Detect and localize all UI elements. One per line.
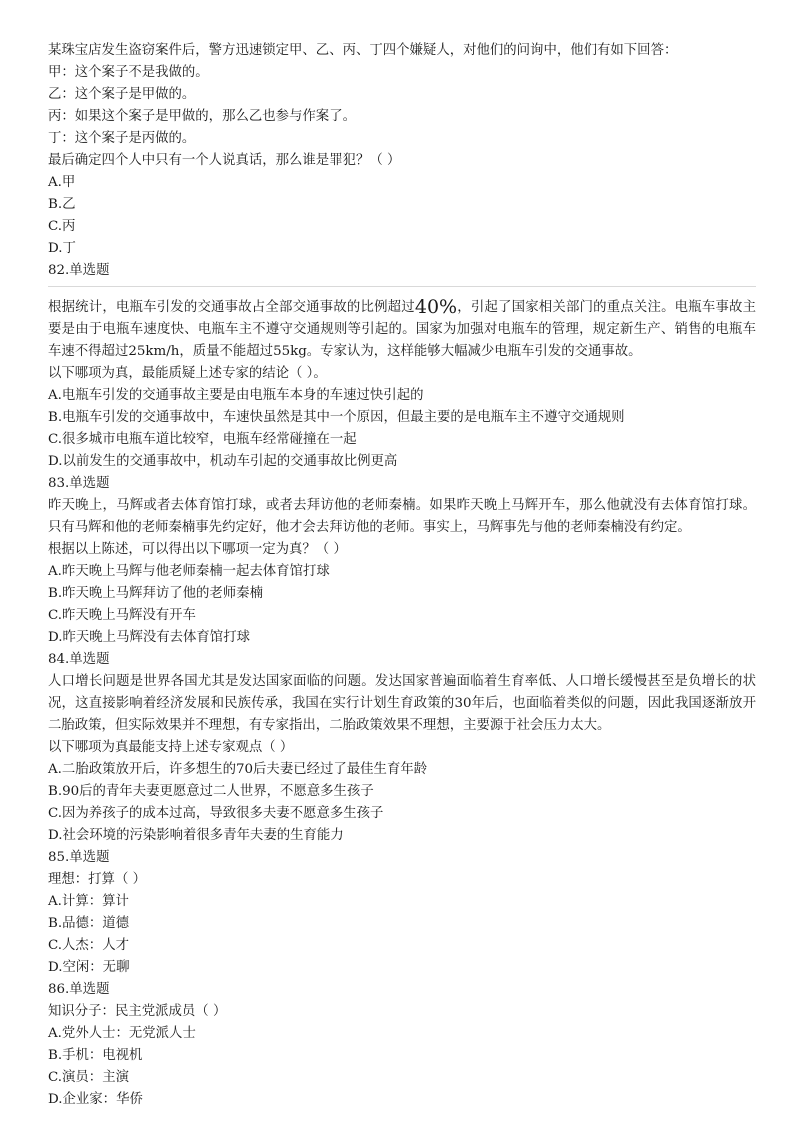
option-a[interactable]: A.甲 xyxy=(48,175,76,190)
stem-percent: 40% xyxy=(414,296,458,318)
option-b[interactable]: B.昨天晚上马辉拜访了他的老师秦楠 xyxy=(48,586,263,601)
statement-bing: 丙：如果这个案子是甲做的，那么乙也参与作案了。 xyxy=(48,109,356,124)
option-b[interactable]: B.乙 xyxy=(48,197,76,212)
question-81 xyxy=(48,40,756,260)
question-document xyxy=(48,40,756,1111)
question-stem xyxy=(48,296,756,363)
question-85 xyxy=(48,847,756,979)
option-c[interactable]: C.丙 xyxy=(48,219,76,234)
statement-yi: 乙：这个案子是甲做的。 xyxy=(48,87,196,102)
question-prompt: 以下哪项为真最能支持上述专家观点（ ） xyxy=(48,740,294,755)
option-d[interactable]: D.以前发生的交通事故中，机动车引起的交通事故比例更高 xyxy=(48,454,398,469)
option-c[interactable]: C.人杰：人才 xyxy=(48,938,129,953)
question-84 xyxy=(48,649,756,847)
option-b[interactable]: B.电瓶车引发的交通事故中，车速快虽然是其中一个原因，但最主要的是电瓶车主不遵守交通规则 xyxy=(48,410,625,425)
option-b[interactable]: B.90后的青年夫妻更愿意过二人世界，不愿意多生孩子 xyxy=(48,784,374,799)
statement-jia: 甲：这个案子不是我做的。 xyxy=(48,65,209,80)
option-a[interactable]: A.计算：算计 xyxy=(48,894,129,909)
question-number: 83.单选题 xyxy=(48,476,110,491)
question-number: 85.单选题 xyxy=(48,850,110,865)
option-b[interactable]: B.手机：电视机 xyxy=(48,1048,143,1063)
question-prompt: 最后确定四个人中只有一个人说真话，那么谁是罪犯？（ ） xyxy=(48,153,401,168)
question-number: 86.单选题 xyxy=(48,982,110,997)
option-a[interactable]: A.二胎政策放开后，许多想生的70后夫妻已经过了最佳生育年龄 xyxy=(48,762,428,777)
question-prompt: 根据以上陈述，可以得出以下哪项一定为真？（ ） xyxy=(48,542,347,557)
question-stem: 人口增长问题是世界各国尤其是发达国家面临的问题。发达国家普遍面临着生育率低、人口增长缓慢甚至是负增长的状况，这直接影响着经济发展和民族传承，我国在实行计划生育政策的30年后，也面临着类似的问题，因此我国逐渐放开二胎政策，但实际效果并不理想，有专家指出，二胎政策效果不理想，主要源于社会压力太大。 xyxy=(48,674,756,733)
option-d[interactable]: D.社会环境的污染影响着很多青年夫妻的生育能力 xyxy=(48,828,344,843)
question-number: 84.单选题 xyxy=(48,652,110,667)
option-b[interactable]: B.品德：道德 xyxy=(48,916,130,931)
divider xyxy=(48,286,756,287)
option-c[interactable]: C.演员：主演 xyxy=(48,1070,129,1085)
option-c[interactable]: C.很多城市电瓶车道比较窄，电瓶车经常碰撞在一起 xyxy=(48,432,357,447)
stem-text-before: 根据统计，电瓶车引发的交通事故占全部交通事故的比例超过 xyxy=(48,300,415,315)
option-c[interactable]: C.因为养孩子的成本过高，导致很多夫妻不愿意多生孩子 xyxy=(48,806,384,821)
question-prompt: 理想：打算（ ） xyxy=(48,872,146,887)
question-stem: 昨天晚上，马辉或者去体育馆打球，或者去拜访他的老师秦楠。如果昨天晚上马辉开车，那么他就没有去体育馆打球。只有马辉和他的老师秦楠事先约定好，他才会去拜访他的老师。事实上，马辉事先与他的老师秦楠没有约定。 xyxy=(48,498,756,535)
option-d[interactable]: D.丁 xyxy=(48,241,76,256)
option-d[interactable]: D.昨天晚上马辉没有去体育馆打球 xyxy=(48,630,250,645)
option-a[interactable]: A.电瓶车引发的交通事故主要是由电瓶车本身的车速过快引起的 xyxy=(48,388,424,403)
question-83 xyxy=(48,473,756,649)
question-stem: 某珠宝店发生盗窃案件后，警方迅速锁定甲、乙、丙、丁四个嫌疑人，对他们的问询中，他们有如下回答： xyxy=(48,43,678,58)
stem-text-after: ，引起了国家相关部门的重点关注。电瓶车事故主要是由于电瓶车速度快、电瓶车主不遵守交通规则等引起的。国家为加强对电瓶车的管理，规定新生产、销售的电瓶车车速不得超过25km/h，质量不能超过55kg。专家认为，这样能够大幅减少电瓶车引发的交通事故。 xyxy=(48,300,757,359)
statement-ding: 丁：这个案子是丙做的。 xyxy=(48,131,196,146)
option-d[interactable]: D.空闲：无聊 xyxy=(48,960,130,975)
question-86 xyxy=(48,979,756,1111)
option-a[interactable]: A.昨天晚上马辉与他老师秦楠一起去体育馆打球 xyxy=(48,564,330,579)
question-prompt: 以下哪项为真，最能质疑上述专家的结论（ ）。 xyxy=(48,366,327,381)
option-c[interactable]: C.昨天晚上马辉没有开车 xyxy=(48,608,196,623)
option-a[interactable]: A.党外人士：无党派人士 xyxy=(48,1026,196,1041)
question-82 xyxy=(48,260,756,473)
question-prompt: 知识分子：民主党派成员（ ） xyxy=(48,1004,227,1019)
question-number: 82.单选题 xyxy=(48,263,110,278)
option-d[interactable]: D.企业家：华侨 xyxy=(48,1092,143,1107)
